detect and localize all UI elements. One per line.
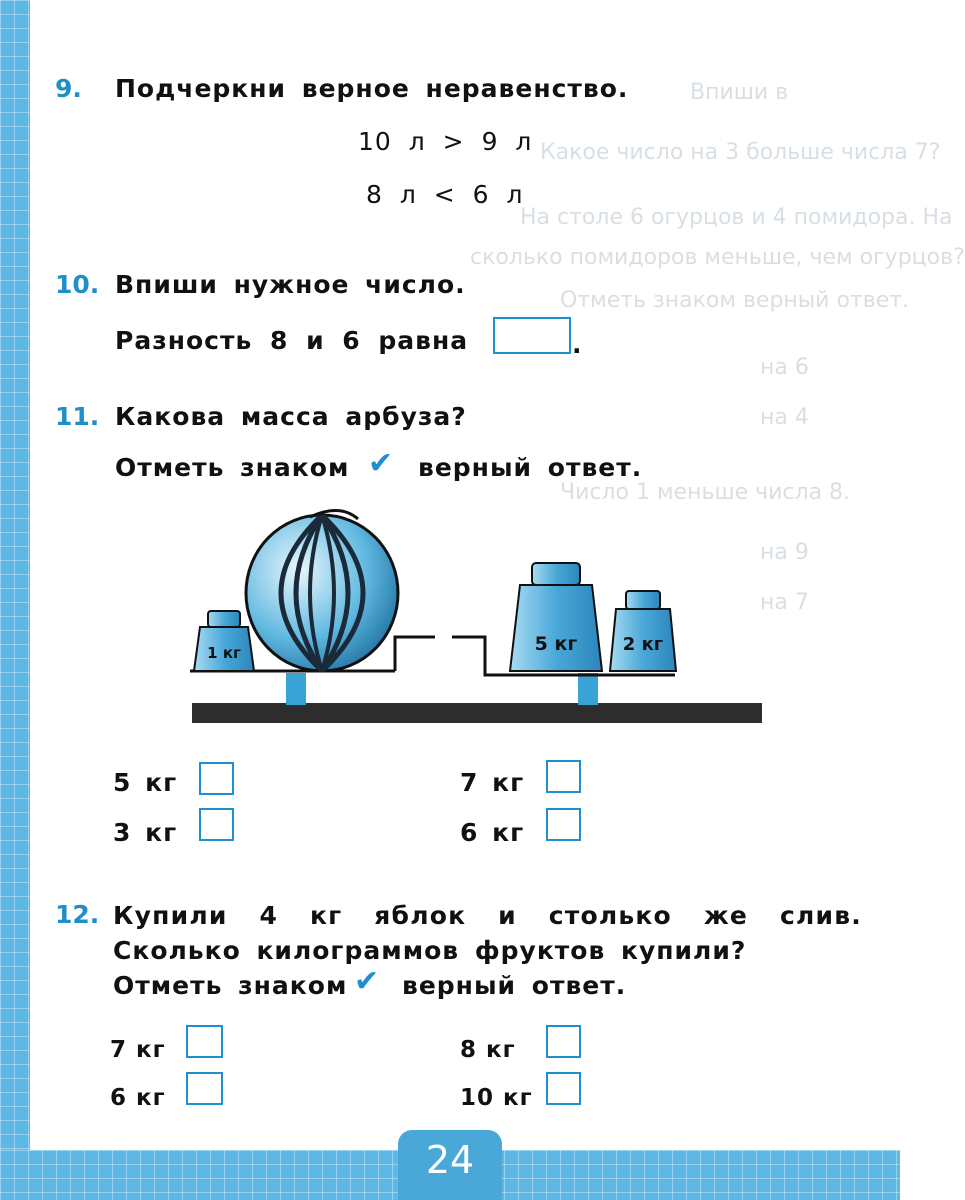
task10-number: 10. [55,270,100,299]
task12-option-checkbox[interactable] [546,1072,581,1105]
task11-title: Какова масса арбуза? [115,402,467,431]
ghost-text: на 6 [760,355,809,380]
balance-scale-illustration [190,505,770,735]
task9-inequality-2[interactable]: 8 л < 6 л [366,180,524,209]
task9-inequality-1[interactable]: 10 л > 9 л [358,127,533,156]
ghost-text: На столе 6 огурцов и 4 помидора. На [520,205,953,230]
task12-option-checkbox[interactable] [186,1025,223,1058]
ghost-text: сколько помидоров меньше, чем огурцов? [470,245,965,270]
weight-1kg-icon [194,611,254,671]
weight-2kg-label: 2 кг [622,634,664,655]
ghost-text: Отметь знаком верный ответ. [560,288,910,313]
ghost-text: Впиши в [690,80,789,105]
ghost-text: на 7 [760,590,809,615]
weight-5kg-label: 5 кг [534,633,578,655]
task12-option-label: 7 кг [110,1037,166,1063]
weight-2kg-icon [610,591,676,671]
task12-option-label: 10 кг [460,1085,533,1111]
scale-beam [452,637,495,675]
task9-title: Подчеркни верное неравенство. [115,74,629,103]
ghost-text: Число 1 меньше числа 8. [560,480,851,505]
task10-answer-box[interactable] [493,317,571,354]
task11-option-checkbox[interactable] [199,808,234,841]
weight-5kg-icon [510,563,602,671]
checkmark-icon: ✔ [354,964,380,999]
task12-instruction-post: верный ответ. [402,971,627,1000]
task12-option-label: 6 кг [110,1085,166,1111]
scale-beam [395,637,435,671]
ghost-text: Какое число на 3 больше числа 7? [540,140,941,165]
task11-option-label: 3 кг [113,818,178,847]
task11-option-checkbox[interactable] [546,760,581,793]
watermelon-icon [246,510,398,671]
task11-instruction-post: верный ответ. [418,453,643,482]
checkmark-icon: ✔ [368,446,394,481]
task11-option-checkbox[interactable] [546,808,581,841]
task11-option-label: 5 кг [113,768,178,797]
ghost-text: на 9 [760,540,809,565]
scale-base [192,703,762,723]
task11-option-checkbox[interactable] [199,762,234,795]
task11-instruction-pre: Отметь знаком [115,453,350,482]
task12-line2: Сколько килограммов фруктов купили? [113,936,747,965]
task12-option-checkbox[interactable] [186,1072,223,1105]
task9-number: 9. [55,74,82,103]
ghost-text: на 4 [760,405,809,430]
scale-support-right [578,673,598,705]
task11-option-label: 6 кг [460,818,525,847]
scale-support-left [286,673,306,705]
task12-number: 12. [55,900,100,929]
task11-number: 11. [55,402,100,431]
task11-option-label: 7 кг [460,768,525,797]
page-number: 24 [425,1138,475,1182]
left-page-border [0,0,30,1200]
task10-sentence: Разность 8 и 6 равна [115,326,469,355]
task10-period: . [572,330,583,359]
task12-option-checkbox[interactable] [546,1025,581,1058]
task12-line1: Купили 4 кг яблок и столько же слив. [113,901,862,930]
task12-instruction-pre: Отметь знаком [113,971,348,1000]
weight-1kg-label: 1 кг [207,644,241,662]
task12-option-label: 8 кг [460,1037,516,1063]
task10-title: Впиши нужное число. [115,270,466,299]
